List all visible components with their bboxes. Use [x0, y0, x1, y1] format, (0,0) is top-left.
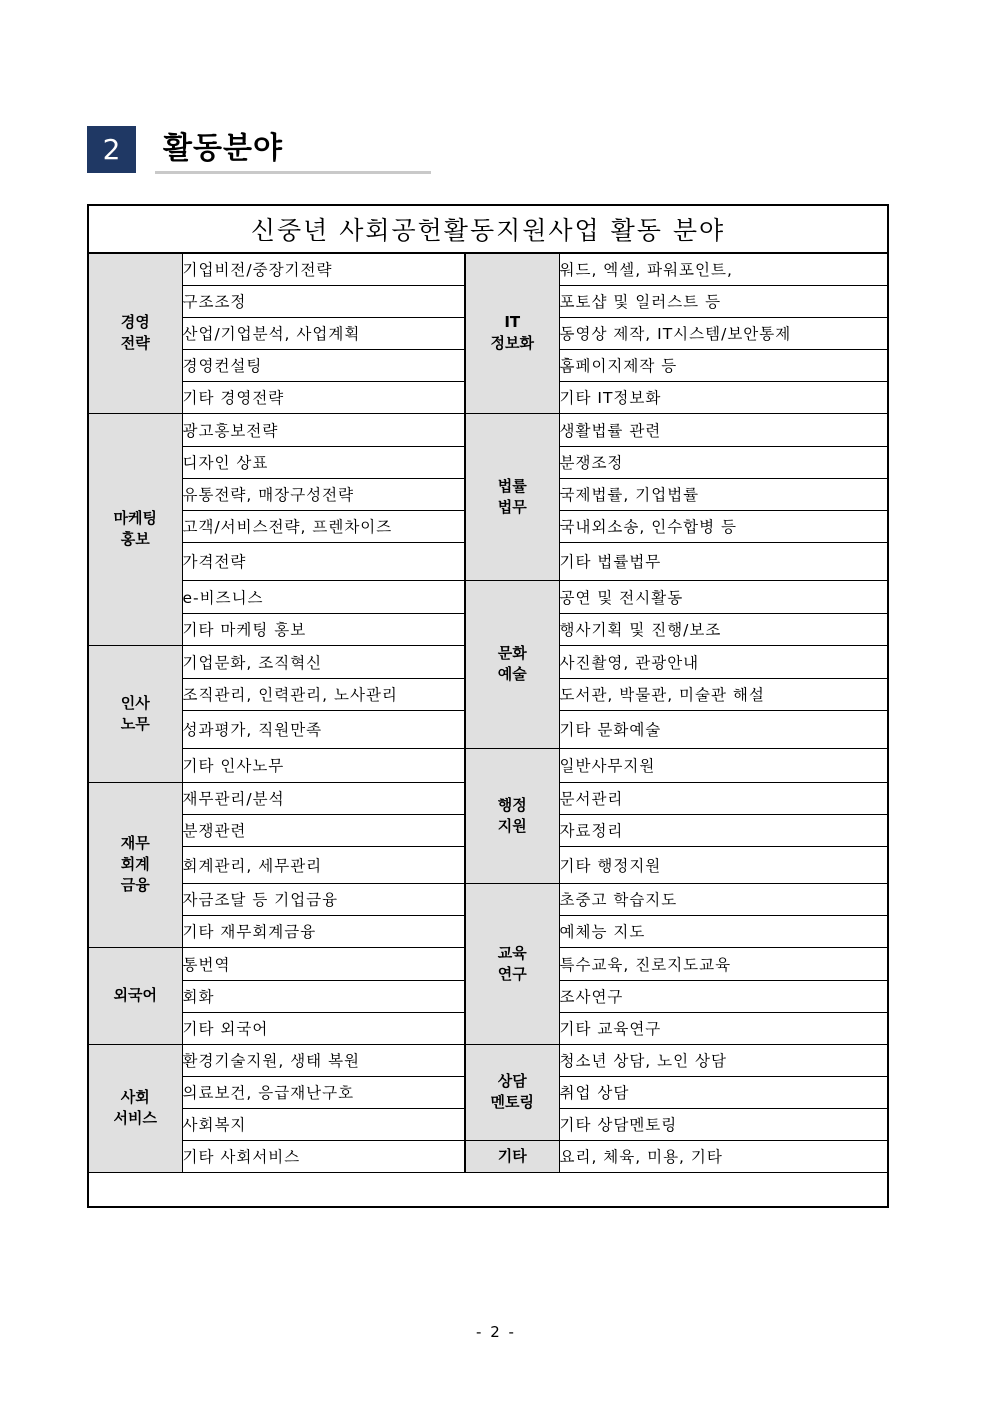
activity-item: 문서관리 [559, 782, 888, 814]
activity-item: 산업/기업분석, 사업계획 [182, 317, 465, 349]
table-row [88, 413, 888, 446]
activity-item: 기타 재무회계금융 [182, 915, 465, 947]
activity-item: 기타 법률법무 [559, 542, 888, 580]
category-label: 기타 [497, 1146, 527, 1165]
category-label: 인사 노무 [120, 693, 150, 733]
table-caption-row [88, 205, 888, 253]
category-label: 외국어 [113, 986, 157, 1004]
activity-item: 조사연구 [559, 980, 888, 1012]
activity-item: 기타 행정지원 [559, 846, 888, 883]
activity-item: 분쟁조정 [559, 446, 888, 478]
category-right-2 [465, 580, 559, 748]
category-left-0 [88, 253, 182, 413]
category-label: 법률 법무 [497, 476, 527, 516]
table-row [88, 253, 888, 285]
category-label: 사회 서비스 [113, 1088, 157, 1127]
activity-item: 기업문화, 조직혁신 [182, 645, 465, 678]
activity-item: 기타 교육연구 [559, 1012, 888, 1044]
activity-item: 유통전략, 매장구성전략 [182, 478, 465, 510]
section-number-box: 2 [87, 126, 136, 173]
activity-item: 재무관리/분석 [182, 782, 465, 814]
activity-item: 고객/서비스전략, 프렌차이즈 [182, 510, 465, 542]
table-row [88, 883, 888, 915]
table-title: 신중년 사회공헌활동지원사업 활동 분야 [88, 205, 888, 253]
category-right-1 [465, 413, 559, 580]
activity-item: 기타 외국어 [182, 1012, 465, 1044]
table-row [88, 580, 888, 613]
activity-item: 사회복지 [182, 1108, 465, 1140]
table-row [88, 1140, 888, 1172]
category-label: 상담 멘토링 [490, 1072, 534, 1111]
activity-item: 청소년 상담, 노인 상담 [559, 1044, 888, 1076]
activity-item: 기타 경영전략 [182, 381, 465, 413]
activity-item: 기타 사회서비스 [182, 1140, 465, 1172]
activity-item: 통번역 [182, 947, 465, 980]
category-left-5 [88, 1044, 182, 1172]
activity-field-table [87, 204, 889, 1208]
activity-item: 자금조달 등 기업금융 [182, 883, 465, 915]
activity-item: 홈페이지제작 등 [559, 349, 888, 381]
activity-item: 취업 상담 [559, 1076, 888, 1108]
activity-item: 디자인 상표 [182, 446, 465, 478]
activity-item: 포토샵 및 일러스트 등 [559, 285, 888, 317]
category-label: 재무 회계 금융 [120, 834, 150, 894]
activity-item: 요리, 체육, 미용, 기타 [559, 1140, 888, 1172]
activity-item: 초중고 학습지도 [559, 883, 888, 915]
category-right-3 [465, 748, 559, 883]
activity-item: 국제법률, 기업법률 [559, 478, 888, 510]
category-label: 교육 연구 [497, 943, 527, 983]
category-label: 마케팅 홍보 [113, 509, 157, 548]
activity-item: 도서관, 박물관, 미술관 해설 [559, 678, 888, 710]
activity-item: 행사기획 및 진행/보조 [559, 613, 888, 645]
activity-item: 일반사무지원 [559, 748, 888, 782]
category-left-1 [88, 413, 182, 645]
activity-item: 예체능 지도 [559, 915, 888, 947]
activity-item: 조직관리, 인력관리, 노사관리 [182, 678, 465, 710]
table-row [88, 1172, 888, 1207]
category-label: 행정 지원 [497, 795, 527, 835]
activity-item: 생활법률 관련 [559, 413, 888, 446]
activity-item: 기타 상담멘토링 [559, 1108, 888, 1140]
section-underline [155, 171, 431, 174]
category-left-3 [88, 782, 182, 947]
activity-item: 가격전략 [182, 542, 465, 580]
category-label: 문화 예술 [497, 644, 527, 683]
category-right-5 [465, 1044, 559, 1140]
activity-item: 워드, 엑셀, 파워포인트, [559, 253, 888, 285]
activity-item: 회화 [182, 980, 465, 1012]
activity-item: 자료정리 [559, 814, 888, 846]
activity-item: 경영컨설팅 [182, 349, 465, 381]
activity-item: 공연 및 전시활동 [559, 580, 888, 613]
category-right-0 [465, 253, 559, 413]
table-row [88, 1044, 888, 1076]
activity-item: 의료보건, 응급재난구호 [182, 1076, 465, 1108]
activity-item: 회계관리, 세무관리 [182, 846, 465, 883]
activity-item: 환경기술지원, 생태 복원 [182, 1044, 465, 1076]
category-left-4 [88, 947, 182, 1044]
category-left-2 [88, 645, 182, 782]
category-label: IT 정보화 [490, 313, 534, 353]
activity-item: 특수교육, 진로지도교육 [559, 947, 888, 980]
category-right-6 [465, 1140, 559, 1172]
activity-item: 국내외소송, 인수합병 등 [559, 510, 888, 542]
category-right-4 [465, 883, 559, 1044]
section-title: 활동분야 [163, 131, 283, 166]
activity-item: 기타 IT정보화 [559, 381, 888, 413]
activity-item: 기타 인사노무 [182, 748, 465, 782]
table-row [88, 748, 888, 782]
activity-item: e-비즈니스 [182, 580, 465, 613]
activity-item: 사진촬영, 관광안내 [559, 645, 888, 678]
activity-item: 분쟁관련 [182, 814, 465, 846]
activity-item: 구조조정 [182, 285, 465, 317]
activity-item: 기타 문화예술 [559, 710, 888, 748]
activity-item: 성과평가, 직원만족 [182, 710, 465, 748]
category-label: 경영 전략 [120, 313, 150, 353]
page-number: - 2 - [476, 1323, 516, 1341]
activity-item: 기타 마케팅 홍보 [182, 613, 465, 645]
activity-item: 광고홍보전략 [182, 413, 465, 446]
activity-item: 동영상 제작, IT시스템/보안통제 [559, 317, 888, 349]
activity-item: 기업비전/중장기전략 [182, 253, 465, 285]
